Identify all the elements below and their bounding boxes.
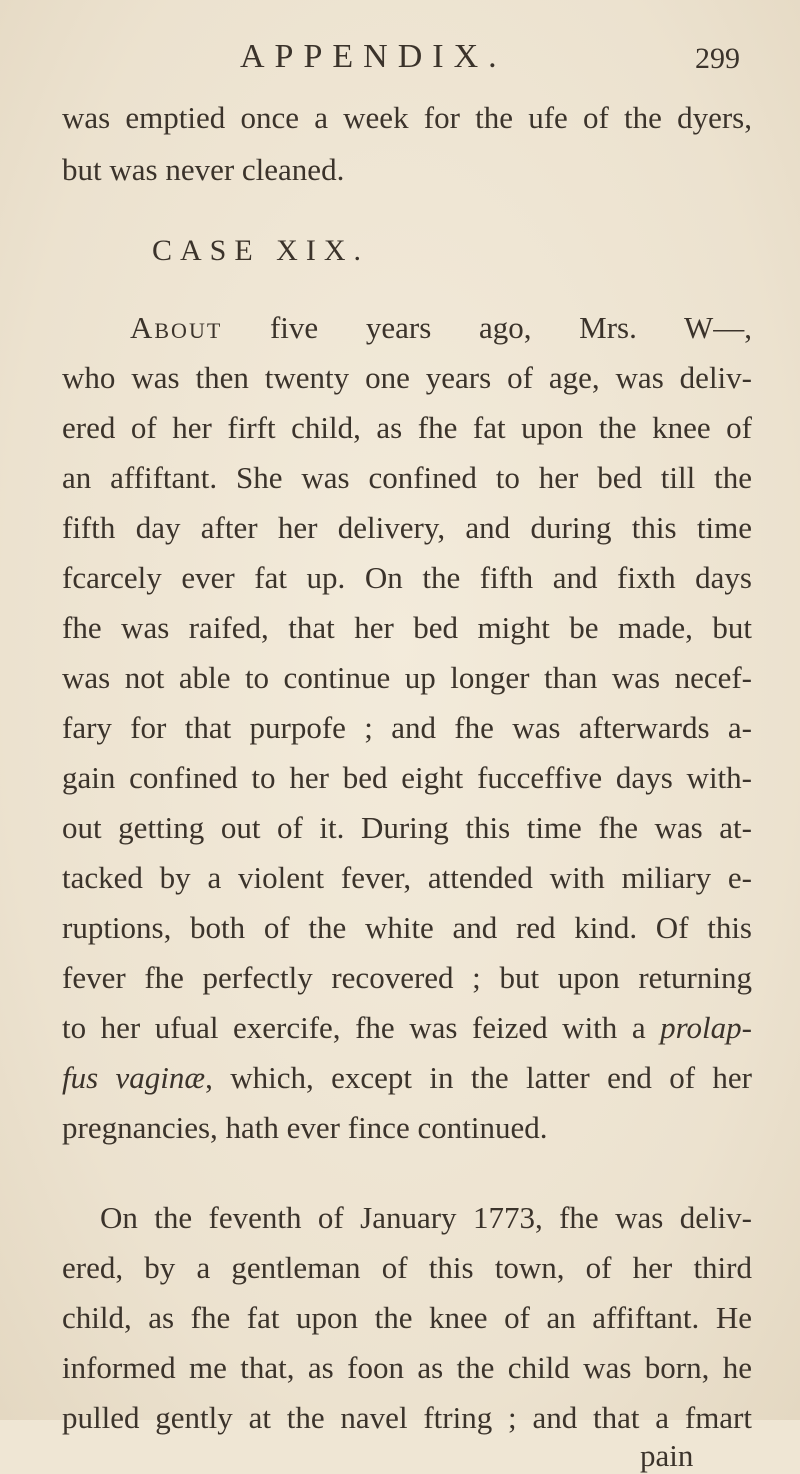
page-number: 299 (695, 42, 740, 75)
text-line: fever fhe perfectly recovered ; but upon returning (62, 960, 752, 995)
text-line: , which, except in the latter end of her (205, 1060, 752, 1095)
text-line: gain confined to her bed eight fucceffive days with- (62, 760, 752, 795)
text-line: fhe was raifed, that her bed might be made, but (62, 610, 752, 645)
text-line: pregnancies, hath ever fince continued. (62, 1110, 548, 1145)
italic-term: fus vaginæ (62, 1060, 206, 1095)
text-line: child, as fhe fat upon the knee of an affiftant. He (62, 1300, 752, 1335)
text-line-with-italic (62, 1008, 752, 1048)
text-line: fary for that purpofe ; and fhe was afterwards a- (62, 710, 752, 745)
text-line: an affiftant. She was confined to her bed till the (62, 460, 752, 495)
text-line: fcarcely ever fat up. On the fifth and fixth days (62, 560, 752, 595)
text-line: pulled gently at the navel ftring ; and that a fmart (62, 1400, 752, 1435)
catchword: pain (640, 1438, 694, 1473)
text-line: tacked by a violent fever, attended with miliary e- (62, 860, 752, 895)
text-line: was not able to continue up longer than was necef- (62, 660, 752, 695)
text-line: ered of her firft child, as fhe fat upon the knee of (62, 410, 752, 445)
drop-word: About (130, 310, 223, 345)
italic-term: prolap- (660, 1010, 752, 1045)
running-head-title: APPENDIX. (240, 38, 507, 75)
text-line: informed me that, as foon as the child was born, he (62, 1350, 752, 1385)
text-line: ered, by a gentleman of this town, of her third (62, 1250, 752, 1285)
text-line: out getting out of it. During this time fhe was at- (62, 810, 752, 845)
text-line: five years ago, Mrs. W—, (222, 310, 752, 345)
text-line: to her ufual exercife, fhe was feized with a (62, 1010, 646, 1045)
paragraph-first-line (130, 308, 752, 348)
text-line: was emptied once a week for the ufe of the dyers, (62, 100, 752, 135)
text-line: but was never cleaned. (62, 152, 345, 187)
text-line-with-italic (62, 1058, 752, 1098)
text-line: On the feventh of January 1773, fhe was deliv- (100, 1200, 752, 1235)
running-head (100, 38, 740, 82)
case-heading: CASE XIX. (152, 234, 370, 267)
text-line: who was then twenty one years of age, was deliv- (62, 360, 752, 395)
text-line: fifth day after her delivery, and during this time (62, 510, 752, 545)
text-line: ruptions, both of the white and red kind. Of this (62, 910, 752, 945)
